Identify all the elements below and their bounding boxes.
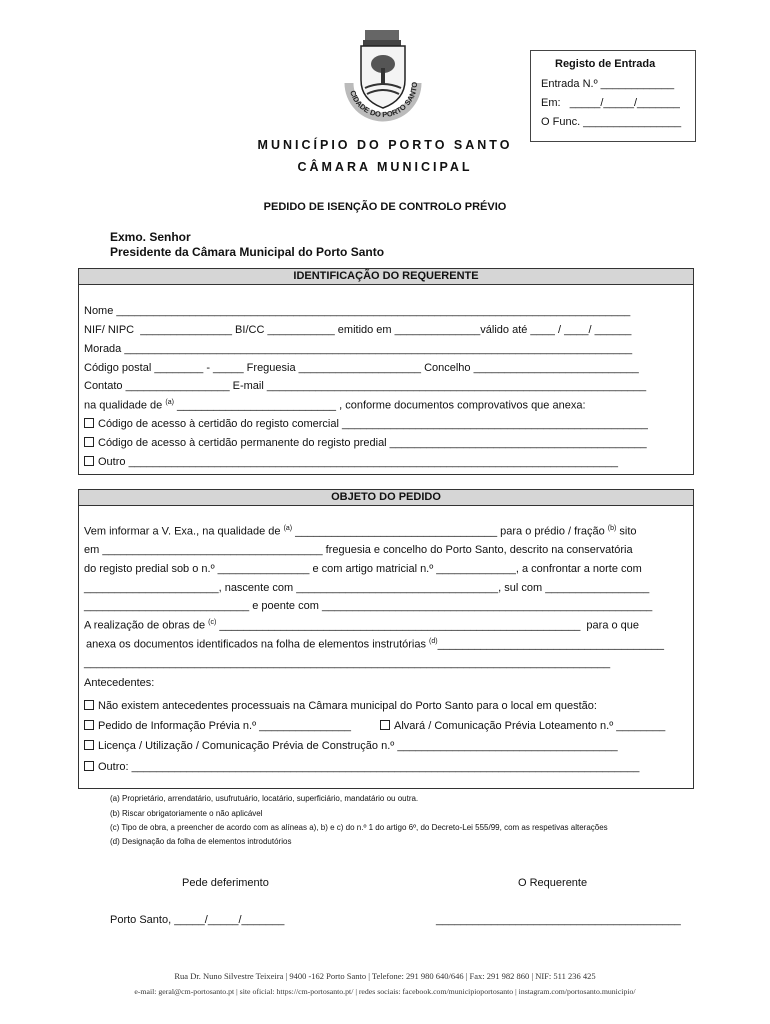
note-d: (d) Designação da folha de elementos introdutórios	[110, 837, 292, 846]
municipal-crest	[335, 28, 430, 123]
objeto-line-5[interactable]: ___________________________ e poente com ______________________________________________________	[84, 600, 653, 612]
note-c: (c) Tipo de obra, a preencher de acordo com as alíneas a), b) e c) do n.º 1 do artigo 6º, do Decreto-Lei 555/99, com as respetivas alterações	[110, 823, 608, 832]
checkbox-icon[interactable]	[84, 437, 94, 447]
checkbox-registo-comercial[interactable]: Código de acesso à certidão do registo comercial __________________________________________________	[84, 418, 648, 430]
checkbox-outro[interactable]: Outro ________________________________________________________________________________	[84, 456, 618, 468]
registo-entrada-box	[530, 50, 696, 142]
checkbox-licenca[interactable]: Licença / Utilização / Comunicação Prévia de Construção n.º ____________________________________	[84, 740, 618, 752]
pede-deferimento: Pede deferimento	[182, 877, 269, 889]
addressee-line2: Presidente da Câmara Municipal do Porto Santo	[110, 245, 385, 259]
addressee-line1: Exmo. Senhor	[110, 230, 191, 244]
checkbox-icon[interactable]	[84, 720, 94, 730]
signature-line[interactable]: ________________________________________	[436, 914, 681, 926]
objeto-line-8[interactable]: ______________________________________________________________________________________	[84, 657, 611, 669]
checkbox-registo-predial[interactable]: Código de acesso à certidão permanente do registo predial __________________________________________	[84, 437, 647, 449]
antecedentes-label: Antecedentes:	[84, 677, 155, 689]
checkbox-pedido-informacao[interactable]: Pedido de Informação Prévia n.º _______________	[84, 720, 351, 732]
camara-title: CÂMARA MUNICIPAL	[297, 160, 473, 174]
local-data-field[interactable]: Porto Santo, _____/_____/_______	[110, 914, 285, 926]
footer-contacts: e-mail: geral@cm-portosanto.pt | site oficial: https://cm-portosanto.pt/ | redes sociais: facebook.com/municipioportosanto | instagram.com/portosanto.municipio/	[134, 987, 636, 996]
checkbox-icon[interactable]	[84, 761, 94, 771]
note-a: (a) Proprietário, arrendatário, usufrutuário, locatário, superficiário, mandatário ou outra.	[110, 794, 419, 803]
objeto-heading: OBJETO DO PEDIDO	[79, 490, 693, 506]
objeto-line-4[interactable]: ______________________, nascente com _________________________________, sul com _________________	[84, 582, 650, 594]
qualidade-field[interactable]: na qualidade de $^{(a)}$ __________________________ , conforme documentos comprovativos que anexa:	[84, 399, 586, 412]
objeto-line-1[interactable]: Vem informar a V. Exa., na qualidade de $^{(a)}$ _________________________________ para o prédio / fração $^{(b)}$ sito	[84, 525, 637, 538]
identificacao-heading: IDENTIFICAÇÃO DO REQUERENTE	[79, 269, 693, 285]
funcionario-field[interactable]: O Func. ________________	[541, 116, 682, 128]
contato-field[interactable]: Contato _________________ E-mail ______________________________________________________________	[84, 380, 647, 392]
checkbox-icon[interactable]	[84, 700, 94, 710]
objeto-line-2[interactable]: em ____________________________________ freguesia e concelho do Porto Santo, descrito na conservatória	[84, 544, 633, 556]
objeto-line-3[interactable]: do registo predial sob o n.º _______________ e com artigo matricial n.º _____________, a confrontar a norte com	[84, 563, 642, 575]
document-title: PEDIDO DE ISENÇÃO DE CONTROLO PRÉVIO	[263, 201, 507, 213]
footer-address: Rua Dr. Nuno Silvestre Teixeira | 9400 -162 Porto Santo | Telefone: 291 980 640/646 | Fax: 291 982 860 | NIF: 511 236 425	[174, 971, 596, 981]
codigo-postal-field[interactable]: Código postal ________ - _____ Freguesia ____________________ Concelho ___________________________	[84, 362, 639, 374]
morada-field[interactable]: Morada ___________________________________________________________________________________	[84, 343, 633, 355]
objeto-line-7[interactable]: anexa os documentos identificados na folha de elementos instrutórias $^{(d)}$_____________________________________	[86, 638, 664, 651]
em-date-field[interactable]: Em: _____/_____/_______	[541, 97, 680, 109]
o-requerente: O Requerente	[518, 877, 588, 889]
registo-title: Registo de Entrada	[555, 58, 656, 70]
entrada-field[interactable]: Entrada N.º ____________	[541, 78, 675, 90]
checkbox-alvara-loteamento[interactable]: Alvará / Comunicação Prévia Loteamento n.º ________	[380, 720, 665, 732]
crest-ring-text: CIDADE DO PORTO SANTO	[348, 81, 420, 120]
checkbox-outro-antecedente[interactable]: Outro: ___________________________________________________________________________________	[84, 761, 639, 773]
nif-field[interactable]: NIF/ NIPC _______________ BI/CC ___________ emitido em ______________válido até ____ / ____/ ______	[84, 324, 632, 336]
objeto-line-6[interactable]: A realização de obras de $^{(c)}$ ___________________________________________________________ para o que	[84, 619, 640, 632]
checkbox-icon[interactable]	[84, 418, 94, 428]
note-b: (b) Riscar obrigatoriamente o não aplicável	[110, 809, 263, 818]
checkbox-icon[interactable]	[84, 456, 94, 466]
checkbox-icon[interactable]	[380, 720, 390, 730]
checkbox-sem-antecedentes[interactable]: Não existem antecedentes processuais na Câmara municipal do Porto Santo para o local em questão:	[84, 700, 597, 712]
nome-field[interactable]: Nome ____________________________________________________________________________________	[84, 305, 631, 317]
municipio-title: MUNICÍPIO DO PORTO SANTO	[257, 138, 513, 152]
checkbox-icon[interactable]	[84, 740, 94, 750]
